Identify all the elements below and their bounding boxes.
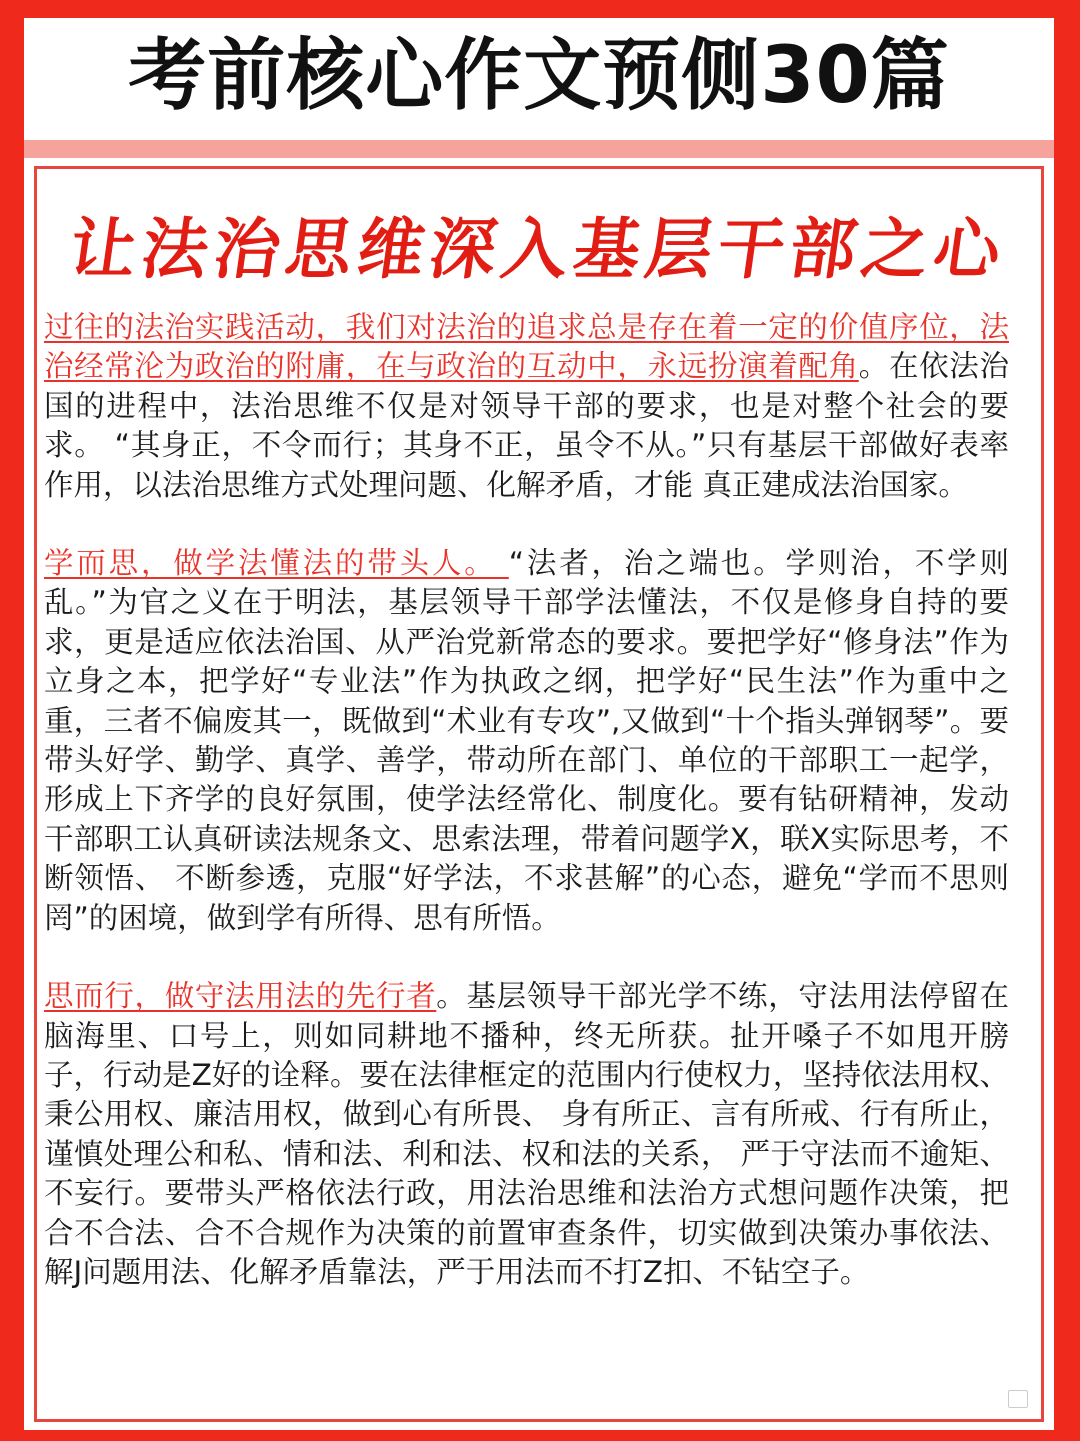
paragraph-gap [44, 938, 1009, 977]
paragraph-practice [44, 977, 1009, 1292]
page-title: 考前核心作文预侧30篇 [128, 31, 950, 121]
highlight-lead: 学而思，做学法懂法的带头人。 [44, 546, 509, 581]
paragraph-text: 。在依法治国的进程中，法治思维不仅是对领导干部的要求，也是对整个社会的要求。 “其身正，不令而行；其身不正，虽令不从。”只有基层干部做好表率作用，以法治思维方式处理问题、化解矛盾，才能 真正建成法治国家。 [44, 349, 1009, 502]
title-banner [24, 18, 1054, 140]
corner-note-icon [1008, 1390, 1028, 1408]
paragraph-intro [44, 308, 1009, 505]
highlight-lead: 过往的法治实践活动，我们对法治的追求总是存在着一定的价值序位，法治经常沦为政治的附庸，在与政治的互动中，永远扮演着配角 [44, 310, 1009, 384]
paragraph-gap [44, 505, 1009, 544]
paragraph-study [44, 544, 1009, 938]
article-body [44, 308, 1009, 1292]
article-card [24, 158, 1054, 1430]
paragraph-text: 。基层领导干部光学不练，守法用法停留在脑海里、口号上，则如同耕地不播种，终无所获。扯开嗓子不如甩开膀子，行动是Z好的诠释。要在法律框定的范围内行使权力，坚持依法用权、秉公用权、廉洁用权，做到心有所畏、 身有所正、言有所戒、行有所止，谨慎处理公和私、情和法、利和法、权和法的关系， 严于守法而不逾矩、不妄行。要带头严格依法行政，用法治思维和法治方式想问题作决策，把合不合法、合不合规作为决策的前置审查条件，切实做到决策办事依法、解J问题用法、化解矛盾靠法，严于用法而不打Z扣、不钻空子。 [44, 979, 1009, 1289]
highlight-lead: 思而行，做守法用法的先行者 [44, 979, 437, 1014]
paragraph-text: “法者，治之端也。学则治，不学则乱。”为官之义在于明法，基层领导干部学法懂法，不仅是修身自持的要求，更是适应依法治国、从严治党新常态的要求。要把学好“修身法”作为立身之本，把学好“专业法”作为执政之纲，把学好“民生法”作为重中之重，三者不偏废其一，既做到“术业有专攻”,又做到“十个指头弹钢琴”。要带头好学、勤学、真学、善学，带动所在部门、单位的干部职工一起学，形成上下齐学的良好氛围，使学法经常化、制度化。要有钻研精神，发动干部职工认真研读法规条文、思索法理，带着问题学X，联X实际思考，不断领悟、 不断参透，克服“好学法，不求甚解”的心态，避免“学而不思则罔”的困境，做到学有所得、思有所悟。 [44, 546, 1009, 935]
article-headline: 让法治思维深入基层干部之心 [64, 210, 1012, 288]
banner-divider [24, 140, 1054, 158]
